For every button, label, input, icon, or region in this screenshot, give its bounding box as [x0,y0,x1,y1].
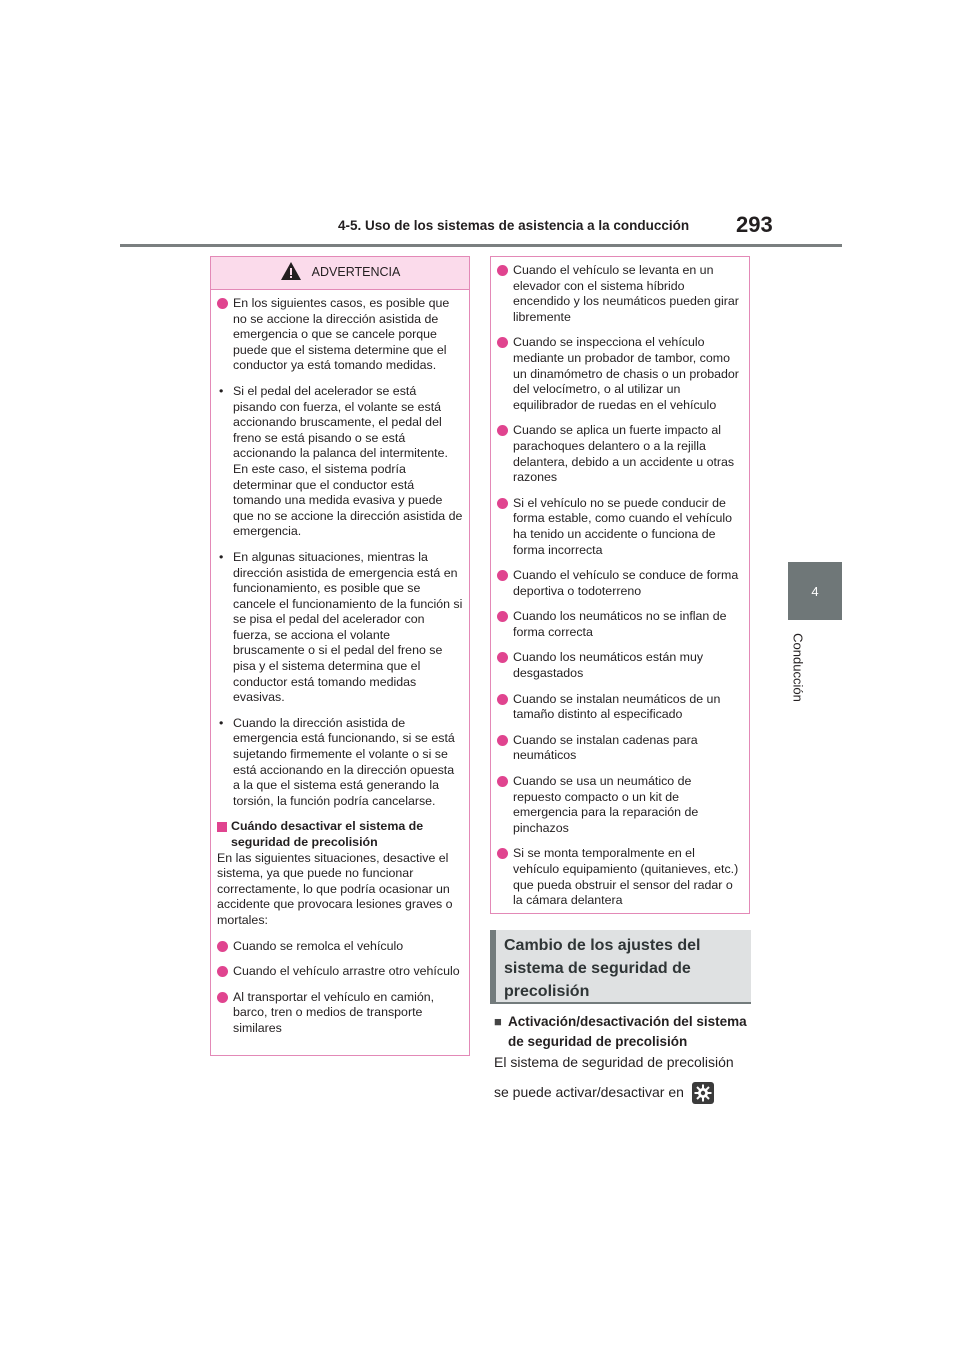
square-bullet-icon: ■ [494,1014,502,1029]
list-item: • En algunas situaciones, mientras la dirección asistida de emergencia está en funcionamiento, es posible que se cancele el funcionamiento de la función si se pisa el pedal del acelerador con fuerza, se acciona el volante bruscamente o si el pedal del freno se pisa y el sistema determina que el conductor está tomando medidas evasivas. [219,549,463,705]
list-item: Cuando se inspecciona el vehículo mediante un probador de tambor, como un dinamómetro de chasis o un probador del velocímetro, o al utilizar un equilibrador de ruedas en el vehículo [497,335,743,413]
warning-section-title: Cuándo desactivar el sistema de seguridad de precolisión [217,819,463,850]
warning-heading: ADVERTENCIA [311,265,401,280]
warning-triangle-icon [280,261,302,286]
list-item: Si se monta temporalmente en el vehículo equipamiento (quitanieves, etc.) que pueda obstruir el sensor del radar o la cámara delantera [497,846,743,908]
list-item: Cuando se remolca el vehículo [217,939,463,955]
bullet-dot-icon [217,992,228,1003]
square-bullet-icon [217,822,227,832]
chapter-tab-number: 4 [811,583,819,599]
list-item: • Si el pedal del acelerador se está pisando con fuerza, el volante se está accionando bruscamente, el pedal del freno se está pisando o se está accionando la palanca del intermitente. En este caso, el sistema podría determinar que el conductor está tomando una medida evasiva y puede que no se accione la dirección asistida de emergencia. [219,383,463,539]
settings-gear-icon [692,1082,714,1104]
chapter-tab-label: Conducción [790,633,806,702]
bullet-dot-icon [497,776,508,787]
bullet-dot-icon [497,425,508,436]
warning-continued-list [491,263,749,909]
list-item: Si el vehículo no se puede conducir de forma estable, como cuando el vehículo ha tenido un accidente o funciona de forma incorrecta [497,496,743,558]
bullet-dot-icon [497,265,508,276]
page-number: 293 [736,212,773,237]
list-item: Cuando se instalan neumáticos de un tamaño distinto al especificado [497,692,743,723]
bullet-dot-icon [497,498,508,509]
list-item: Cuando el vehículo se levanta en un elevador con el sistema híbrido encendido y los neumáticos pueden girar libremente [497,263,743,325]
list-item: En los siguientes casos, es posible que no se accione la dirección asistida de emergencia o que se cancele porque puede que el sistema determine que el conductor ya está tomando medidas. [217,296,463,374]
body-text-line2: se puede activar/desactivar en [494,1082,750,1104]
list-item: • Cuando la dirección asistida de emergencia está funcionando, si se está sujetando firmemente el volante o si se está accionando en la dirección opuesta a la que el sistema está generando la torsión, la función podría cancelarse. [219,715,455,808]
bullet-dot-icon [497,337,508,348]
bullet-dot-icon [217,966,228,977]
bullet-dot-icon [497,694,508,705]
chapter-tab [788,562,842,620]
list-item: Cuando se aplica un fuerte impacto al parachoques delantero o a la rejilla delantera, debido a un accidente u otras razones [497,423,743,485]
sub-heading: ■ Activación/desactivación del sistema de seguridad de precolisión [494,1012,750,1052]
bullet-dot-icon [497,735,508,746]
bullet-dot-icon [497,611,508,622]
bullet-dot-icon [497,652,508,663]
list-item: Cuando el vehículo se conduce de forma deportiva o todoterreno [497,568,743,599]
warning-continued-box [490,256,750,914]
list-item: Cuando los neumáticos no se inflan de forma correcta [497,609,743,640]
chapter-title: 4-5. Uso de los sistemas de asistencia a la conducción [338,218,690,233]
bullet-dot-icon [497,570,508,581]
warning-body [211,296,469,1037]
warning-box [210,256,470,1056]
section-heading: Cambio de los ajustes del sistema de seguridad de precolisión [490,930,751,1004]
list-item: Al transportar el vehículo en camión, barco, tren o medios de transporte similares [217,990,463,1037]
list-item: Cuando se instalan cadenas para neumáticos [497,733,743,764]
warning-header [211,257,469,290]
body-text-line1: El sistema de seguridad de precolisión [494,1054,734,1070]
list-item: Cuando el vehículo arrastre otro vehículo [217,964,463,980]
bullet-dot-icon [217,941,228,952]
bullet-dot-icon [217,298,228,309]
header-divider [120,244,842,247]
bullet-dot-icon [497,848,508,859]
warning-section-text: En las siguientes situaciones, desactive el sistema, ya que puede no funcionar correctamente, lo que podría ocasionar un accidente que provocara lesiones graves o mortales: [217,850,453,927]
list-item: Cuando se usa un neumático de repuesto compacto o un kit de emergencia para la reparación de pinchazos [497,774,743,836]
list-item: Cuando los neumáticos están muy desgastados [497,650,743,681]
